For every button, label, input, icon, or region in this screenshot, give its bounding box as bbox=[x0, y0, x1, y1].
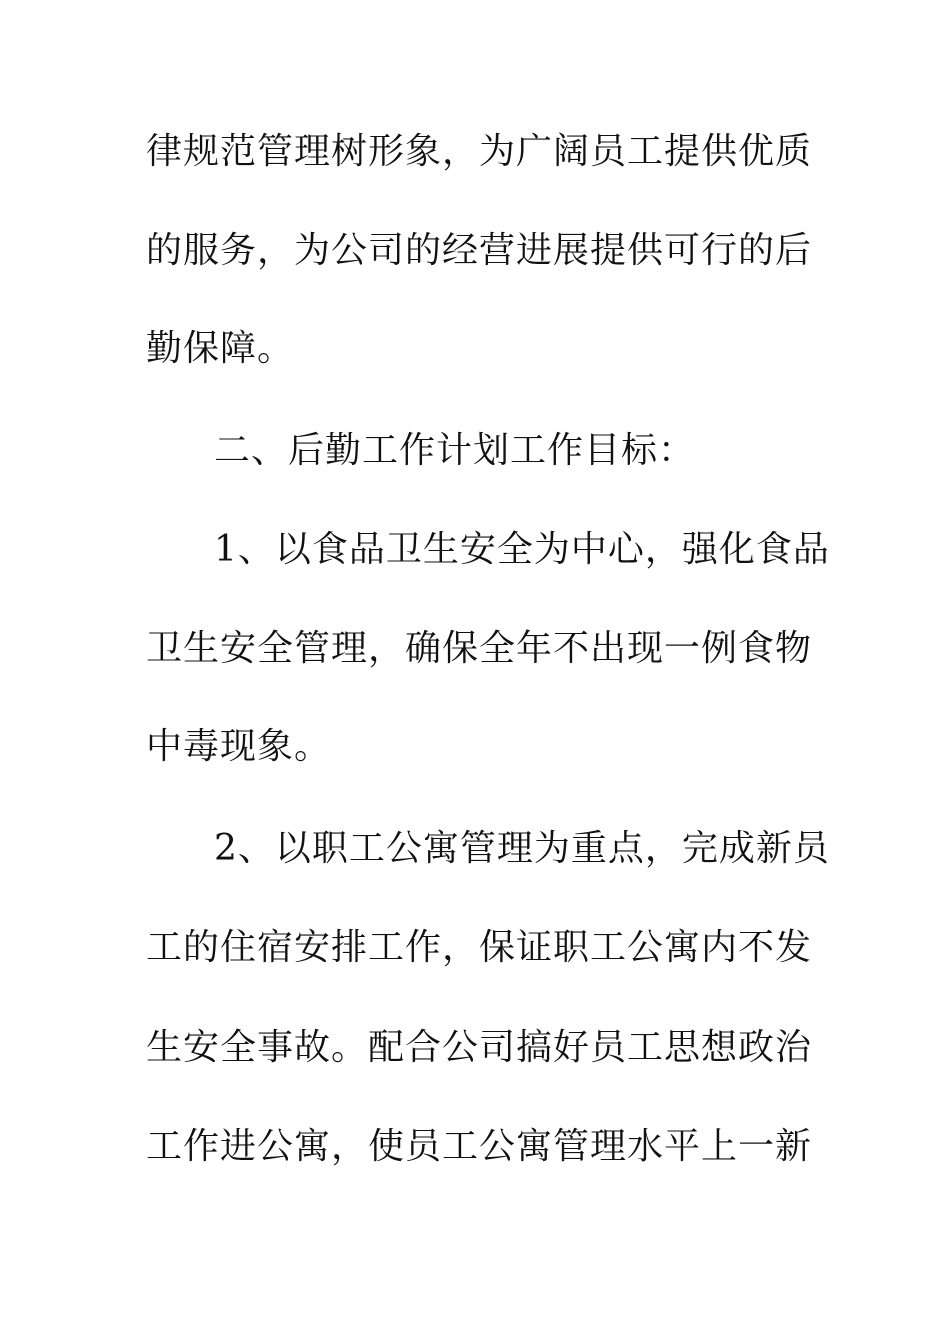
text-line-6: 卫生安全管理，确保全年不出现一例食物 bbox=[146, 628, 813, 669]
text-line-9: 工的住宿安排工作，保证职工公寓内不发 bbox=[146, 927, 813, 968]
text-line-10: 生安全事故。配合公司搞好员工思想政治 bbox=[146, 1027, 813, 1068]
text-line-2: 的服务，为公司的经营进展提供可行的后 bbox=[146, 230, 813, 271]
text-line-8: 2、以职工公寓管理为重点，完成新员 bbox=[214, 828, 830, 869]
text-line-5: 1、以食品卫生安全为中心，强化食品 bbox=[214, 529, 830, 570]
text-line-1: 律规范管理树形象，为广阔员工提供优质 bbox=[146, 131, 813, 172]
text-line-11: 工作进公寓，使员工公寓管理水平上一新 bbox=[146, 1126, 813, 1167]
text-line-3: 勤保障。 bbox=[146, 328, 295, 369]
text-line-7: 中毒现象。 bbox=[146, 726, 332, 767]
section-heading: 二、后勤工作计划工作目标： bbox=[214, 430, 696, 471]
